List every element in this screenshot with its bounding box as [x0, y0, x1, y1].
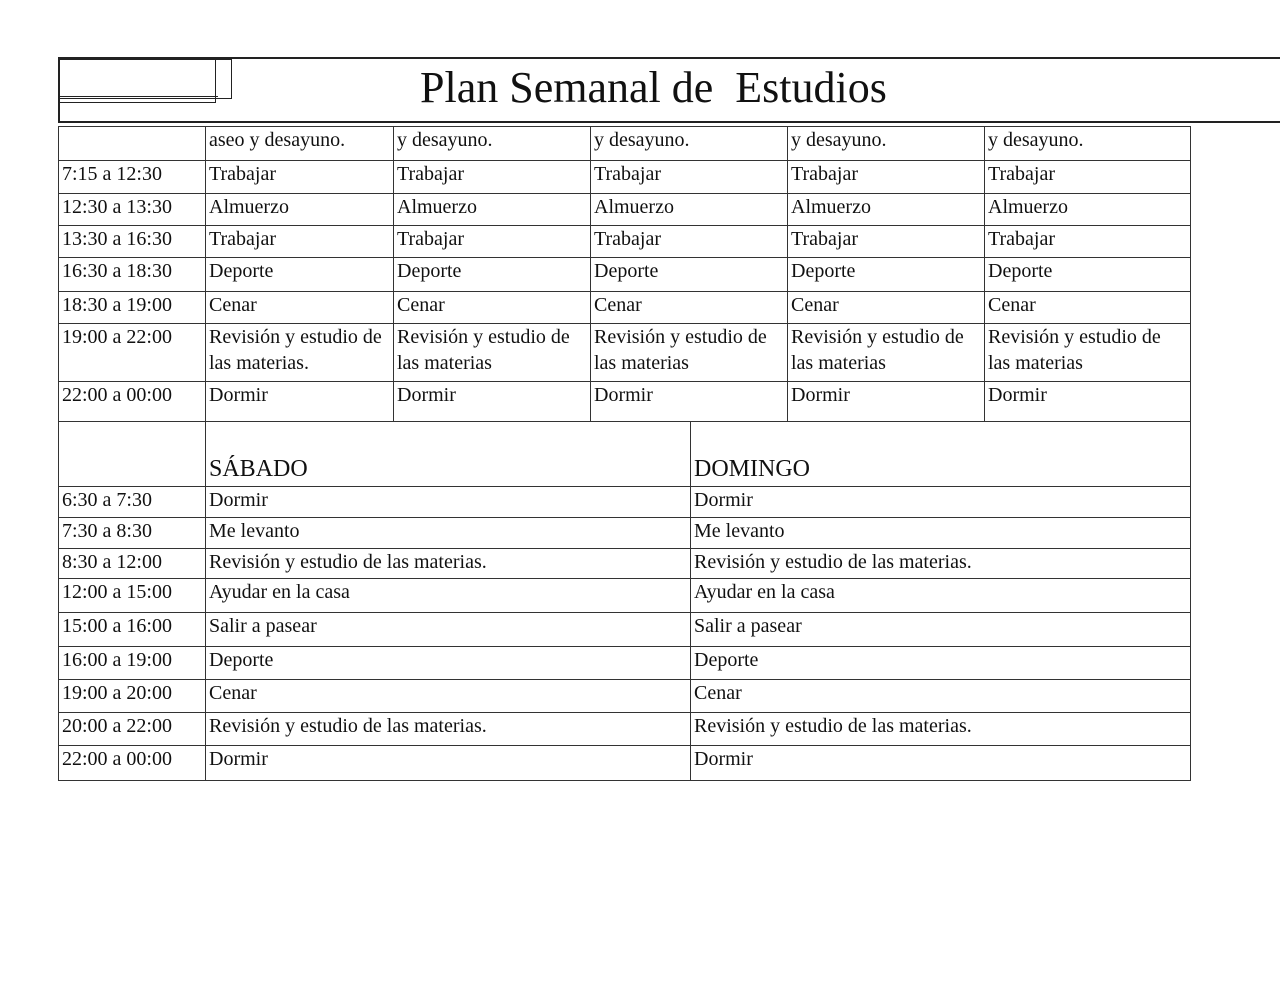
page-title: Plan Semanal de Estudios	[420, 63, 887, 112]
activity-cell: Revisión y estudio de las materias.	[206, 324, 394, 382]
activity-cell: Almuerzo	[985, 194, 1191, 226]
time-slot-cell	[59, 127, 206, 161]
table-row	[59, 292, 1191, 324]
activity-cell-sunday: Cenar	[691, 680, 1191, 713]
activity-cell: Trabajar	[394, 226, 591, 258]
activity-cell-sunday: Revisión y estudio de las materias.	[691, 713, 1191, 746]
table-row	[59, 226, 1191, 258]
table-row	[59, 549, 1191, 579]
activity-cell-saturday: Ayudar en la casa	[206, 579, 691, 613]
activity-cell: Trabajar	[591, 161, 788, 194]
table-row	[59, 680, 1191, 713]
activity-cell: Dormir	[394, 382, 591, 422]
activity-cell: Revisión y estudio de las materias	[985, 324, 1191, 382]
activity-cell: Dormir	[591, 382, 788, 422]
activity-cell-saturday: Revisión y estudio de las materias.	[206, 549, 691, 579]
table-row	[59, 258, 1191, 292]
activity-cell: Deporte	[788, 258, 985, 292]
activity-cell: Revisión y estudio de las materias	[591, 324, 788, 382]
activity-cell-saturday: Revisión y estudio de las materias.	[206, 713, 691, 746]
logo-frame-inner	[60, 59, 232, 99]
activity-cell-saturday: Cenar	[206, 680, 691, 713]
time-slot-cell: 7:30 a 8:30	[59, 518, 206, 549]
table-row	[59, 194, 1191, 226]
activity-cell: y desayuno.	[591, 127, 788, 161]
activity-cell: Cenar	[985, 292, 1191, 324]
time-slot-cell: 18:30 a 19:00	[59, 292, 206, 324]
activity-cell: Almuerzo	[788, 194, 985, 226]
activity-cell: Deporte	[394, 258, 591, 292]
logo-frame-rule	[58, 96, 218, 106]
activity-cell: Almuerzo	[206, 194, 394, 226]
time-slot-cell: 12:30 a 13:30	[59, 194, 206, 226]
time-slot-cell: 7:15 a 12:30	[59, 161, 206, 194]
activity-cell: Deporte	[206, 258, 394, 292]
activity-cell: Almuerzo	[394, 194, 591, 226]
table-row	[59, 324, 1191, 382]
activity-cell-saturday: Deporte	[206, 647, 691, 680]
weekend-schedule-table	[58, 421, 1191, 781]
table-row	[59, 518, 1191, 549]
activity-cell: Cenar	[788, 292, 985, 324]
activity-cell: y desayuno.	[394, 127, 591, 161]
day-header-sunday: DOMINGO	[691, 422, 1191, 487]
activity-cell: Trabajar	[788, 226, 985, 258]
table-row	[59, 579, 1191, 613]
activity-cell: Revisión y estudio de las materias	[788, 324, 985, 382]
activity-cell: Trabajar	[788, 161, 985, 194]
activity-cell-sunday: Ayudar en la casa	[691, 579, 1191, 613]
activity-cell-sunday: Salir a pasear	[691, 613, 1191, 647]
activity-cell: y desayuno.	[985, 127, 1191, 161]
activity-cell: Dormir	[788, 382, 985, 422]
activity-cell: Dormir	[985, 382, 1191, 422]
activity-cell-sunday: Revisión y estudio de las materias.	[691, 549, 1191, 579]
activity-cell: Cenar	[206, 292, 394, 324]
activity-cell: Trabajar	[985, 161, 1191, 194]
table-row	[59, 613, 1191, 647]
table-row	[59, 382, 1191, 422]
activity-cell: aseo y desayuno.	[206, 127, 394, 161]
activity-cell-sunday: Deporte	[691, 647, 1191, 680]
activity-cell-sunday: Me levanto	[691, 518, 1191, 549]
activity-cell: Revisión y estudio de las materias	[394, 324, 591, 382]
table-row	[59, 127, 1191, 161]
activity-cell: y desayuno.	[788, 127, 985, 161]
table-row	[59, 487, 1191, 518]
time-slot-cell: 22:00 a 00:00	[59, 382, 206, 422]
time-slot-cell: 16:00 a 19:00	[59, 647, 206, 680]
time-slot-cell: 13:30 a 16:30	[59, 226, 206, 258]
time-slot-cell: 22:00 a 00:00	[59, 746, 206, 781]
time-slot-cell: 8:30 a 12:00	[59, 549, 206, 579]
time-slot-cell: 15:00 a 16:00	[59, 613, 206, 647]
activity-cell-sunday: Dormir	[691, 487, 1191, 518]
activity-cell: Deporte	[591, 258, 788, 292]
activity-cell: Trabajar	[985, 226, 1191, 258]
activity-cell: Deporte	[985, 258, 1191, 292]
day-header-saturday: SÁBADO	[206, 422, 691, 487]
activity-cell-saturday: Salir a pasear	[206, 613, 691, 647]
table-row	[59, 647, 1191, 680]
activity-cell: Almuerzo	[591, 194, 788, 226]
time-slot-cell: 6:30 a 7:30	[59, 487, 206, 518]
weekend-header-row	[59, 422, 1191, 487]
activity-cell-saturday: Me levanto	[206, 518, 691, 549]
time-slot-cell	[59, 422, 206, 487]
table-row	[59, 746, 1191, 781]
time-slot-cell: 12:00 a 15:00	[59, 579, 206, 613]
activity-cell: Trabajar	[206, 161, 394, 194]
activity-cell: Trabajar	[394, 161, 591, 194]
activity-cell-sunday: Dormir	[691, 746, 1191, 781]
time-slot-cell: 19:00 a 22:00	[59, 324, 206, 382]
activity-cell: Dormir	[206, 382, 394, 422]
activity-cell: Cenar	[394, 292, 591, 324]
activity-cell: Cenar	[591, 292, 788, 324]
weekday-schedule-table	[58, 126, 1191, 422]
activity-cell: Trabajar	[206, 226, 394, 258]
time-slot-cell: 19:00 a 20:00	[59, 680, 206, 713]
activity-cell-saturday: Dormir	[206, 487, 691, 518]
time-slot-cell: 16:30 a 18:30	[59, 258, 206, 292]
activity-cell-saturday: Dormir	[206, 746, 691, 781]
table-row	[59, 713, 1191, 746]
time-slot-cell: 20:00 a 22:00	[59, 713, 206, 746]
table-row	[59, 161, 1191, 194]
activity-cell: Trabajar	[591, 226, 788, 258]
